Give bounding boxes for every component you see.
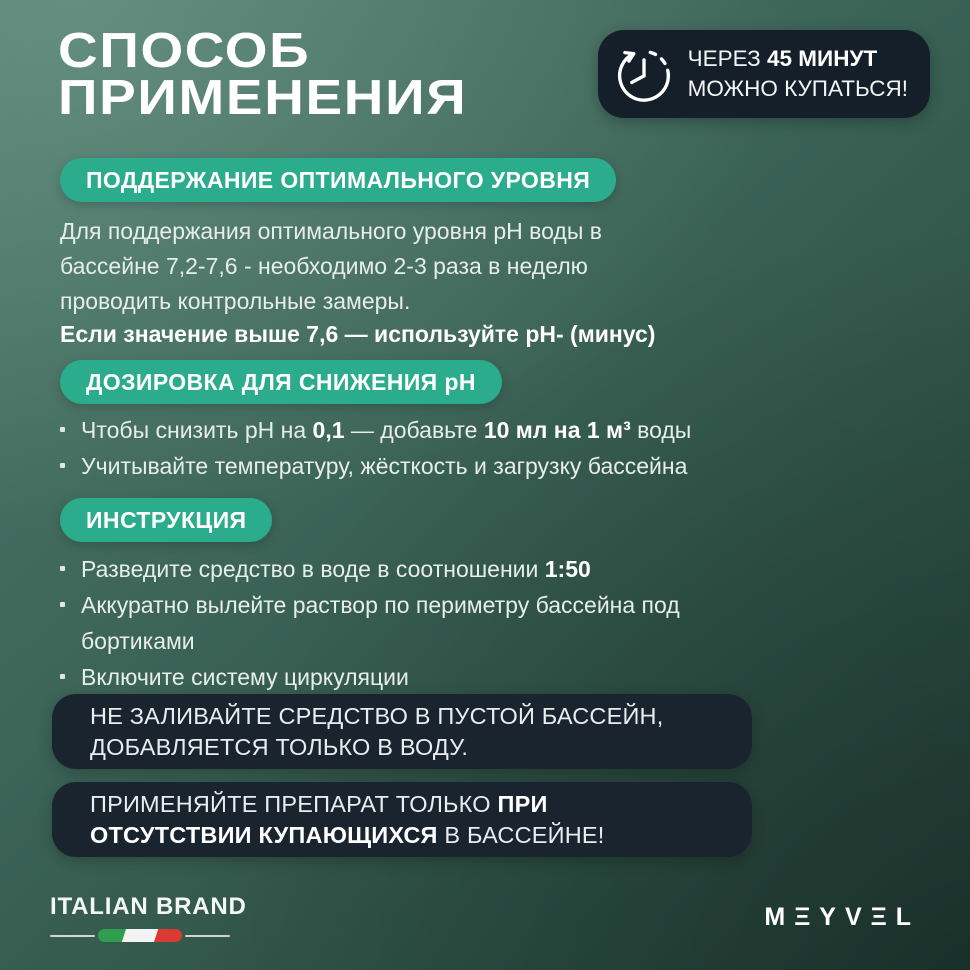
italian-brand-caption: ITALIAN BRAND	[50, 893, 247, 920]
flag-red-stripe	[154, 929, 182, 942]
italian-flag-icon	[98, 929, 182, 942]
warning-text: НЕ ЗАЛИВАЙТЕ СРЕДСТВО В ПУСТОЙ БАССЕЙН, ДОБАВЛЯЕТСЯ ТОЛЬКО В ВОДУ.	[90, 703, 664, 760]
list-item	[60, 551, 750, 587]
section-badge-maintain: ПОДДЕРЖАНИЕ ОПТИМАЛЬНОГО УРОВНЯ	[60, 158, 616, 202]
instruction-list	[60, 551, 750, 695]
bullet-marker-icon	[60, 674, 65, 679]
timer-clock-icon	[614, 44, 674, 104]
bullet-marker-icon	[60, 427, 65, 432]
warning-text: ПРИМЕНЯЙТЕ ПРЕПАРАТ ТОЛЬКО ПРИ ОТСУТСТВИИ КУПАЮЩИХСЯ В БАССЕЙНЕ!	[90, 791, 605, 848]
rule-line-right	[185, 935, 230, 937]
page-title	[58, 24, 468, 125]
rule-line-left	[50, 935, 95, 937]
italian-flag-rule	[50, 929, 230, 942]
maintain-note-bold: Если значение выше 7,6 — используйте pH- (минус)	[60, 321, 656, 347]
list-item-text: Чтобы снизить pH на 0,1 — добавьте 10 мл на 1 м³ воды	[81, 417, 692, 443]
maintain-paragraph: Для поддержания оптимального уровня pH воды в бассейне 7,2-7,6 - необходимо 2-3 раза в неделю проводить контрольные замеры.	[60, 218, 602, 314]
list-item-text: Включите систему циркуляции	[81, 664, 409, 690]
flag-white-stripe	[122, 929, 158, 942]
list-item	[60, 587, 750, 659]
timer-line1: ЧЕРЕЗ 45 МИНУТ	[687, 46, 878, 71]
list-item-text: Учитывайте температуру, жёсткость и загрузку бассейна	[81, 453, 688, 479]
list-item	[60, 659, 750, 695]
bullet-marker-icon	[60, 566, 65, 571]
section-badge-instruction: ИНСТРУКЦИЯ	[60, 498, 272, 542]
bullet-marker-icon	[60, 602, 65, 607]
list-item-text: Аккуратно вылейте раствор по периметру бассейна под бортиками	[81, 592, 680, 654]
timer-badge	[598, 30, 930, 118]
page-title-line2: ПРИМЕНЕНИЯ	[58, 71, 468, 125]
dosage-list	[60, 412, 750, 484]
warning-box-no-swimmers	[52, 782, 752, 857]
meyvel-logo: MΞYVΞL	[764, 903, 920, 931]
page-title-line1: СПОСОБ	[58, 24, 311, 78]
list-item	[60, 448, 750, 484]
timer-line2: МОЖНО КУПАТЬСЯ!	[687, 76, 908, 101]
list-item	[60, 412, 750, 448]
list-item-text: Разведите средство в воде в соотношении 1:50	[81, 556, 591, 582]
warning-box-empty-pool	[52, 694, 752, 769]
section-badge-dosage: ДОЗИРОВКА ДЛЯ СНИЖЕНИЯ pH	[60, 360, 502, 404]
bullet-marker-icon	[60, 463, 65, 468]
timer-text	[688, 44, 908, 104]
